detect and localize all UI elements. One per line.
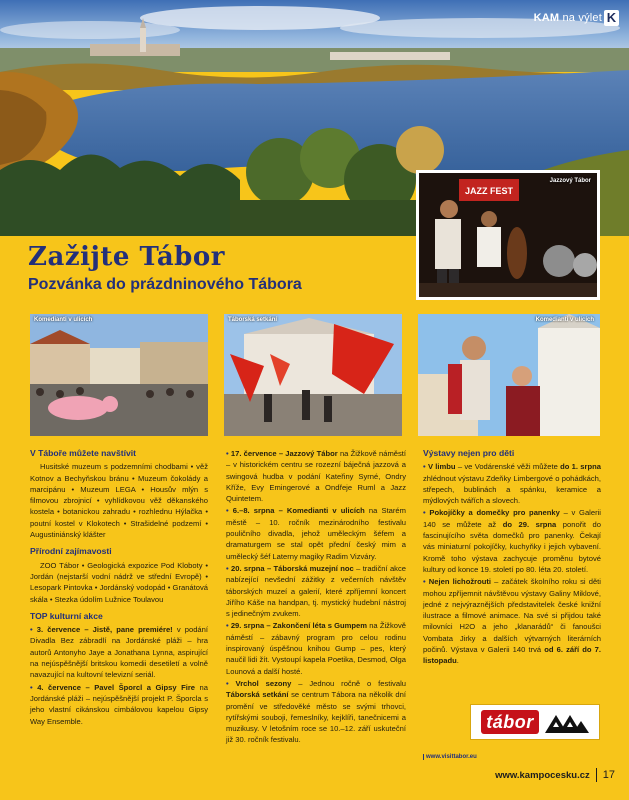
festival-scene bbox=[224, 314, 402, 436]
event-item: • 29. srpna – Zakončení léta s Gumpem na Žižkově náměstí – zábavný program pro celou rodinu inspirovaný úspěšnou knihou Gump – pes, který naučil lidi žít. Vystoupí kapela Poetika, Desmod, Olga Lounová a další hosté. bbox=[226, 621, 406, 676]
event-text: na Jordánské pláži – nejúspěšnější projekt P. Šporcla s jeho vlastní cikánskou cimbálovou kapelou Gipsy Way Ensemble. bbox=[30, 682, 208, 726]
performers-scene bbox=[418, 314, 600, 436]
exhibition-lead: V limbu bbox=[427, 462, 456, 472]
event-item: • Vrchol sezony – Jednou ročně o festivalu Táborská setkání se centrum Tábora na několik dní promění ve středověké město se svými trhovci, rytířskými souboji, řemeslníky, kejklíři, tanečnicemi a muzikusy. V letošním roce se 10.–12. září uskuteční již 30. ročník festivalu. bbox=[226, 678, 406, 745]
exhibition-text: – v Galerii 140 se můžete až bbox=[423, 508, 601, 529]
section-navstivit bbox=[30, 448, 208, 540]
text-priroda: ZOO Tábor • Geologická expozice Pod Kloboty • Jordán (nejstarší vodní nádrž ve střední Evropě) • Lesopark Pintovka • Jordánský vodopád • Granátová skála • Stezka údolím Lužnice Toulavou bbox=[30, 560, 208, 604]
exhibition-lead: Nejen lichožrouti bbox=[428, 577, 491, 587]
event-text: na Žižkově náměstí – zábavný program pro celou rodinu inspirovaný úspěšnou knihou Gump – pes, který naučil lidi žít. Vystoupí kapela Poetika, Desmod, Olga Lounová a další hosté. bbox=[226, 621, 406, 676]
brand-kam: KAM bbox=[533, 12, 560, 24]
exhibition-text: – začátek školního roku si děti mohou zpříjemnit návštěvou výstavy Galiny Miklové, jedné z nejvýraznějších představitelek české knižní ilustrace a filmové animace. Na své si přijdou také milovníci H2O a jeho „klanarádů“ či fanoušci Vombata Jirky a dalších výtvarných literárních počinů. Výstava v Galerii 140 trvá bbox=[423, 577, 601, 655]
event-lead: 4. července – Pavel Šporcl a Gipsy Fire bbox=[37, 682, 196, 692]
event-item: • 4. července – Pavel Šporcl a Gipsy Fire na Jordánské pláži – nejúspěšnější projekt P. Šporcla s jeho vlastní cikánskou cimbálovou kapelou Gipsy Way Ensemble. bbox=[30, 682, 208, 726]
caption-jazz: Jazzový Tábor bbox=[549, 178, 591, 184]
page-subtitle: Pozvánka do prázdninového Tábora bbox=[28, 276, 302, 293]
event-text: – Jednou ročně o festivalu bbox=[291, 678, 406, 688]
brand-na-vylet: na výlet bbox=[562, 12, 602, 24]
event-text: na Žižkově náměstí – v historickém centru se rozezní báječná jazzová a swingová hudba v podání Kateřiny Syrné, Ondry Kříže, Evy Emingerové a Ondřeje Ruml a Jazz Quintetem. bbox=[226, 449, 407, 504]
event-lead: 3. července – Jistě, pane premiére! bbox=[36, 625, 173, 635]
footer-url[interactable]: www.kampocesku.cz bbox=[495, 769, 590, 781]
event-text: se centrum Tábora na několik dní promění ve středověké město se svými trhovci, rytířskými souboji, řemeslníky, kejklíři, tanečnicemi a muzikusy. V letošním roce se 10.–12. září uskuteční již 30. ročník festivalu. bbox=[226, 690, 406, 745]
jazz-banner: JAZZ FEST bbox=[464, 186, 514, 196]
event-lead: Táborská setkání bbox=[226, 690, 289, 700]
page-number: 17 bbox=[602, 769, 615, 781]
visittabor-link[interactable]: www.visittabor.eu bbox=[423, 754, 477, 760]
event-lead: 6.–8. srpna – Komedianti v ulicích bbox=[232, 506, 365, 516]
footer-divider bbox=[596, 768, 597, 782]
tabor-logo bbox=[470, 704, 600, 740]
section-top-akce bbox=[30, 611, 208, 727]
exhibition-item: • Nejen lichožrouti – začátek školního roku si děti mohou zpříjemnit návštěvou výstavy Galiny Miklové, jedné z nejvýraznějších představitelek české knižní ilustrace a filmové animace. Na své si přijdou také milovníci H2O a jeho „klanarádů“ či fanoušci Vombata Jirky a dalších výtvarných literárních počinů. Výstava v Galerii 140 trvá od 6. září do 7. listopadu. bbox=[423, 577, 602, 666]
column-1 bbox=[30, 448, 208, 733]
exhibition-text: zhlédnout výstavu Zdeňky Limbergové o pohádkách, střepech, bublinách a spánku, keramice a mýdlových tvářích a slovech. bbox=[423, 473, 601, 506]
event-lead: 20. srpna – Táborská muzejní noc bbox=[231, 563, 354, 573]
event-text: – tradiční akce nabízející nevšední zážitky z večerních návštěv táborských muzeí a galerií, které zpříjemní koncert Jiřího Káše na handpan, tj. mystický hudební nástroj s jedinečným zvukem. bbox=[226, 563, 406, 619]
photo-komedianti-right bbox=[418, 314, 600, 436]
page-footer bbox=[495, 768, 615, 782]
event-item: • 3. července – Jistě, pane premiére! v podání Divadla Bez zábradlí na Jordánské pláži – hra autorů Antonyho Jaye a Jonathana Lynna, aspirující na nejúspěšnější britskou komedii desetiletí a volně navazující na kultovní televizní seriál. bbox=[30, 625, 208, 680]
event-lead: 29. srpna – Zakončení léta s Gumpem bbox=[230, 621, 368, 631]
event-text: v podání Divadla Bez zábradlí na Jordánské pláži – hra autorů Antonyho Jaye a Jonathana Lynna, aspirující na nejúspěšnější britskou komedii desetiletí a volně navazující na kultovní televizní seriál. bbox=[30, 625, 208, 680]
photo-taborska-setkani bbox=[224, 314, 402, 436]
exhibition-item: • V limbu – ve Vodárenské věži můžete do 1. srpna zhlédnout výstavu Zdeňky Limbergové o pohádkách, střepech, bublinách a spánku, keramice a mýdlových tvářích a slovech. bbox=[423, 462, 601, 506]
brand-k-logo: K bbox=[604, 10, 619, 26]
heading-navstivit: V Táboře můžete navštívit bbox=[30, 448, 137, 458]
exhibition-date: od 6. září do 7. listopadu bbox=[423, 645, 602, 666]
exhibition-date: do 1. srpna bbox=[560, 462, 601, 472]
event-item: • 6.–8. srpna – Komedianti v ulicích na Starém městě – 10. ročník mezinárodního festivalu pouličního divadla, jehož uměleckým šéfem a dramaturgem se stal opět přední český mim a umělecký šéf Laterny magiky Radim Vizváry. bbox=[226, 506, 406, 561]
exhibition-lead: Pokojíčky a domečky pro panenky bbox=[429, 508, 560, 518]
jazz-scene bbox=[419, 173, 600, 300]
text-navstivit: Husitské muzeum s podzemními chodbami • věž Kotnov a Bechyňskou bránu • Muzeum čokolády a marcipánu • Muzeum LEGA • Housův mlýn s filmovou zbrojnicí • vyhlídkovou věž děkanského kostela • botanickou zahradu • rozhlednu Hýlačka • poutní kostel v Klokotech • Strašidelné podzemí • Augustiniánský klášter bbox=[30, 462, 208, 540]
column-3 bbox=[423, 448, 601, 668]
article-headline bbox=[28, 242, 302, 294]
column-2 bbox=[226, 448, 406, 747]
square-scene bbox=[30, 314, 208, 436]
event-lead: 17. července – Jazzový Tábor bbox=[230, 449, 338, 458]
event-lead: Vrchol sezony bbox=[235, 678, 292, 688]
heading-priroda: Přírodní zajímavosti bbox=[30, 546, 112, 557]
exhibition-item: • Pokojíčky a domečky pro panenky – v Galerii 140 se můžete až do 29. srpna ponořit do fascinujícího světa domečků pro panenky. Čekají vás miniaturní pokojíčky, kuchyňky i jejich vybavení. Kromě toho výstava zachycuje proměnu bytové kultury od konce 19. století po 80. léta 20. století. bbox=[423, 508, 601, 574]
photo-komedianti-left bbox=[30, 314, 208, 436]
jazz-photo bbox=[416, 170, 600, 300]
event-text: na Starém městě – 10. ročník mezinárodního festivalu pouličního divadla, jehož uměleckým šéfem a dramaturgem se stal opět přední český mim a umělecký šéf Laterny magiky Radim Vizváry. bbox=[226, 506, 406, 561]
caption-komedianti-left: Komedianti v ulicích bbox=[34, 317, 93, 323]
exhibition-text: ponořit do fascinujícího světa domečků pro panenky. Čekají vás miniaturní pokojíčky, kuchyňky i jejich vybavení. Kromě toho výstava zachycuje proměnu bytové kultury od konce 19. století po 80. léta 20. století. bbox=[423, 519, 601, 574]
section-priroda bbox=[30, 546, 208, 604]
tabor-mountains-icon bbox=[545, 711, 589, 733]
page-title: Zažijte Tábor bbox=[28, 242, 225, 272]
exhibition-date: do 29. srpna bbox=[502, 519, 557, 529]
event-item: • 17. července – Jazzový Tábor na Žižkově náměstí – v historickém centru se rozezní báječná jazzová a swingová hudba v podání Kateřiny Syrné, Ondry Kříže, Evy Emingerové a Ondřeje Ruml a Jazz Quintetem. bbox=[226, 449, 407, 504]
heading-top-akce: TOP kulturní akce bbox=[30, 610, 103, 621]
kam-na-vylet-brand bbox=[534, 10, 619, 26]
caption-taborska-setkani: Táborská setkání bbox=[228, 317, 278, 323]
heading-vystavy: Výstavy nejen pro děti bbox=[423, 448, 515, 458]
event-item: • 20. srpna – Táborská muzejní noc – tradiční akce nabízející nevšední zážitky z večerních návštěv táborských muzeí a galerií, které zpříjemní koncert Jiřího Káše na handpan, tj. mystický hudební nástroj s jedinečným zvukem. bbox=[226, 563, 406, 619]
exhibition-text: – ve Vodárenské věži můžete bbox=[455, 462, 561, 472]
caption-komedianti-right: Komedianti v ulicích bbox=[535, 317, 594, 323]
exhibition-text: . bbox=[456, 656, 459, 666]
tabor-logo-word: tábor bbox=[481, 710, 539, 734]
